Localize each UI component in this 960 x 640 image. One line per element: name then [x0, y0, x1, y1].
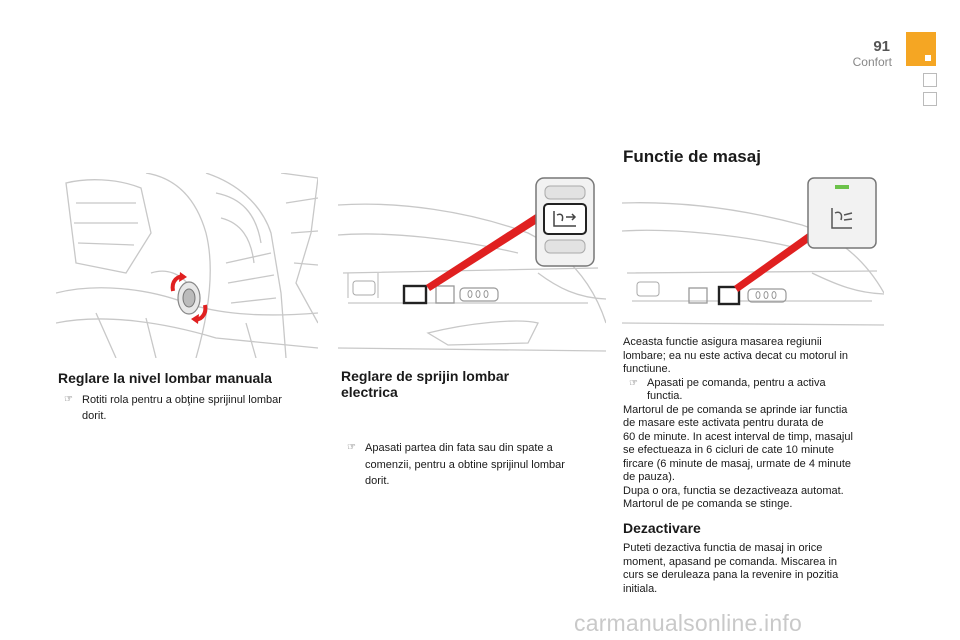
- paragraph-line: lombare; ea nu este activa decat cu motorul in: [623, 349, 849, 362]
- title-line: Reglare de sprijin lombar: [341, 368, 510, 384]
- pointing-hand-icon: ☞: [347, 442, 356, 453]
- pointing-hand-icon: ☞: [629, 377, 638, 389]
- paragraph-line: Puteti dezactiva functia de masaj in orice: [623, 542, 823, 554]
- instruction-line: Rotiti rola pentru a obţine sprijinul lombar: [82, 394, 282, 406]
- tab-marker: [923, 92, 937, 106]
- instruction-line: Apasati partea din fata sau din spate a: [365, 442, 553, 454]
- paragraph-line: Martorul de pe comanda se stinge.: [623, 498, 793, 510]
- instruction-line: functia.: [647, 390, 683, 402]
- massage-title: Functie de masaj: [623, 147, 761, 166]
- deactivation-title: Dezactivare: [623, 520, 701, 536]
- electric-lumbar-illustration: [338, 173, 606, 353]
- instruction-line: comenzii, pentru a obtine sprijinul lombar: [365, 458, 565, 471]
- section-tab: [906, 32, 936, 66]
- paragraph-line: 60 de minute. In acest interval de timp, masajul: [623, 430, 853, 443]
- seat-lumbar-illustration: [56, 173, 318, 358]
- instruction-line: dorit.: [82, 410, 107, 422]
- paragraph-line: de pauza).: [623, 471, 675, 483]
- paragraph-line: curs se deruleaza pana la revenire in pozitia: [623, 569, 839, 581]
- pointing-hand-icon: ☞: [64, 394, 73, 405]
- paragraph-line: Martorul de pe comanda se aprinde iar functia: [623, 403, 848, 416]
- electric-lumbar-instruction: [341, 440, 630, 490]
- paragraph-line: Dupa o ora, functia se dezactiveaza automat.: [623, 484, 844, 497]
- paragraph-line: moment, apasand pe comanda. Miscarea in: [623, 555, 838, 568]
- massage-instruction: [623, 377, 888, 404]
- paragraph-line: se efectueaza in 6 cicluri de cate 10 minute: [623, 444, 834, 456]
- section-name: Confort: [852, 55, 892, 69]
- deactivation-description: [623, 542, 888, 596]
- paragraph-line: de masare este activata pentru durata de: [623, 417, 824, 429]
- paragraph-line: fircare (6 minute de masaj, urmate de 4 minute: [623, 457, 852, 470]
- tab-marker: [923, 73, 937, 87]
- paragraph-line: Aceasta functie asigura masarea regiunii: [623, 336, 822, 348]
- manual-lumbar-instruction: [58, 392, 347, 424]
- watermark: carmanualsonline.info: [574, 610, 802, 636]
- massage-control-illustration: [622, 173, 884, 328]
- electric-lumbar-title: [341, 368, 509, 400]
- paragraph-line: initiala.: [623, 582, 658, 595]
- massage-description: [623, 336, 888, 512]
- instruction-line: Apasati pe comanda, pentru a activa: [647, 376, 826, 389]
- page-number: 91: [873, 38, 890, 55]
- manual-lumbar-title: Reglare la nivel lombar manuala: [58, 370, 272, 386]
- instruction-line: dorit.: [365, 475, 390, 487]
- title-line: electrica: [341, 384, 398, 400]
- paragraph-line: functiune.: [623, 363, 671, 375]
